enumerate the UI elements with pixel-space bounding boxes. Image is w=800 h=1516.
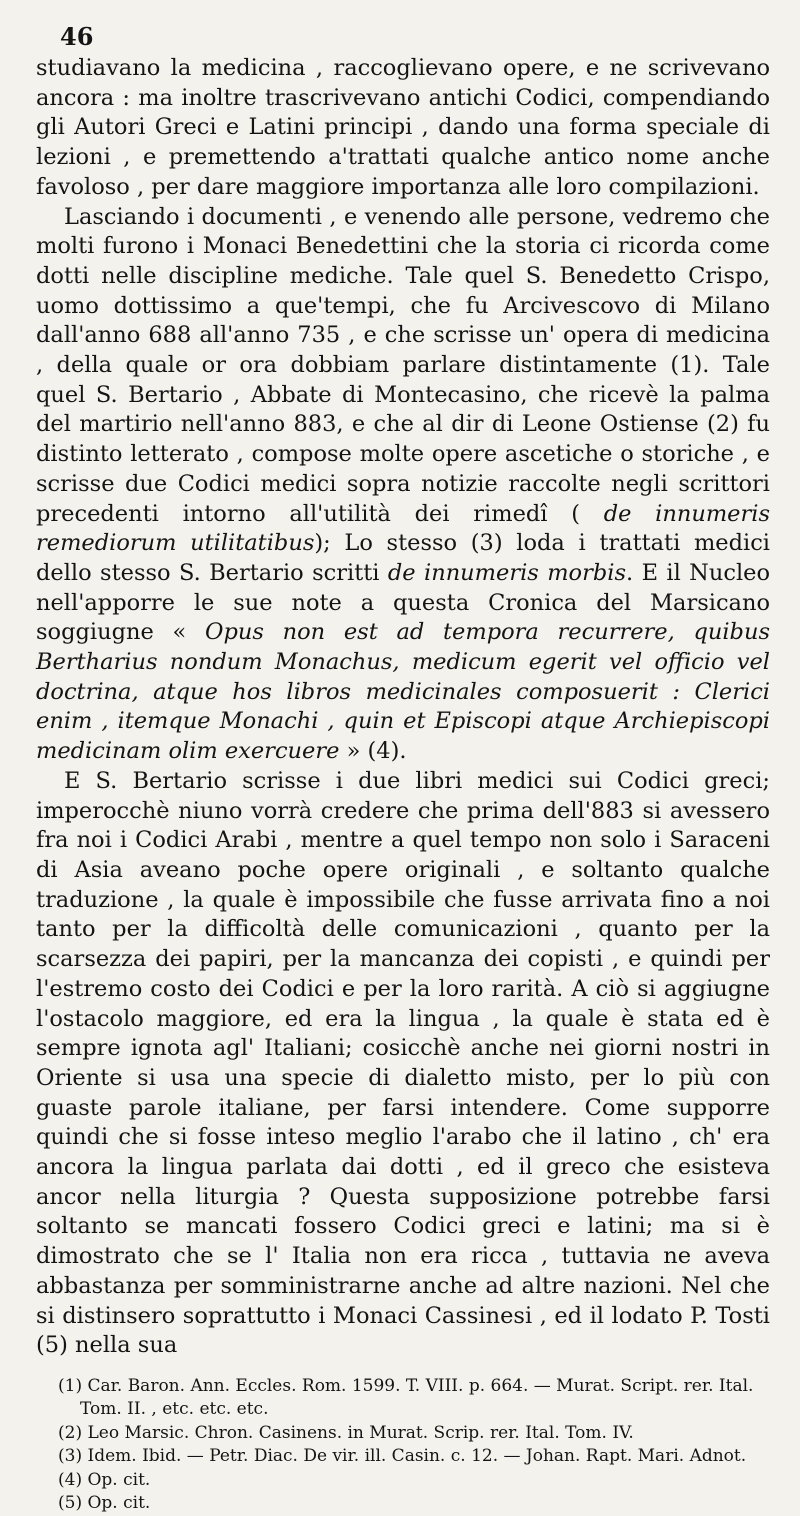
text-run: Lasciando i documenti , e venendo alle persone, vedremo che molti furono i Monaci Benedettini che la storia ci ricorda come dotti nelle discipline mediche. Tale quel S. Benedetto Crispo, uomo dottissimo a que'tempi, che fu Arcivescovo di Milano dall'anno 688 all'anno 735 , e che scrisse un' opera di medicina , della quale or ora dobbiam parlare distintamente (1). Tale quel S. Bertario , Abbate di Montecasino, che ricevè la palma del martirio nell'anno 883, e che al dir di Leone Ostiense (2) fu distinto letterato , compose molte opere ascetiche o storiche , e scrisse due Codici medici sopra notizie raccolte negli scrittori precedenti intorno all'utilità dei rimedî ( [36, 203, 770, 527]
italic-text: Opus non est ad tempora recurrere, quibus Bertharius nondum Monachus, medicum egerit vel officio vel doctrina, atque hos libros medicinales composuerit : Clerici enim , itemque Monachi , quin et Episcopi atque Archiepiscopi medicinam olim exercuere [36, 619, 770, 765]
text-run: . E il Nucleo nell'apporre le sue note a questa Cronica del Marsicano soggiugne « [36, 559, 771, 646]
italic-text: de innumeris morbis [387, 559, 627, 586]
italic-text: de innumeris remediorum utilitatibus [36, 500, 770, 557]
paragraph [36, 54, 770, 203]
text-run: studiavano la medicina , raccoglievano opere, e ne scrivevano ancora : ma inoltre trascrivevano antichi Codici, compendiando gli Autori Greci e Latini principi , dando una forma speciale di lezioni , e premettendo a'trattati qualche antico nome anche favoloso , per dare maggiore importanza alle loro compilazioni. [36, 55, 770, 200]
body-text [36, 54, 770, 1361]
text-run: ); Lo stesso (3) loda i trattati medici dello stesso S. Bertario scritti [36, 530, 771, 586]
footnotes [36, 1375, 770, 1516]
footnote: (5) Op. cit. [58, 1493, 151, 1514]
footnote: (3) Idem. Ibid. — Petr. Diac. De vir. ill. Casin. c. 12. — Johan. Rapt. Mari. Adnot. [58, 1446, 747, 1467]
footnote: (1) Car. Baron. Ann. Eccles. Rom. 1599. T. VIII. p. 664. — Murat. Script. rer. Ital. Tom. II. , etc. etc. etc. [58, 1375, 754, 1420]
text-run: E S. Bertario scrisse i due libri medici sui Codici greci; imperocchè niuno vorrà credere che prima dell'883 si avessero fra noi i Codici Arabi , mentre a quel tempo non solo i Saraceni di Asia aveano poche opere originali , e soltanto qualche traduzione , la quale è impossibile che fusse arrivata fino a noi tanto per la difficoltà delle comunicazioni , quanto per la scarsezza dei papiri, per la mancanza dei copisti , e quindi per l'estremo costo dei Codici e per la loro rarità. A ciò si aggiugne l'ostacolo maggiore, ed era la lingua , la quale è stata ed è sempre ignota agl' Italiani; cosicchè anche nei giorni nostri in Oriente si usa una specie di dialetto misto, per lo più con guaste parole italiane, per farsi intendere. Come supporre quindi che si fosse inteso meglio l'arabo che il latino , ch' era ancora la lingua parlata dai dotti , ed il greco che esisteva ancor nella liturgia ? Questa supposizione potrebbe farsi soltanto se mancati fossero Codici greci e latini; ma si è dimostrato che se l' Italia non era ricca , tuttavia ne aveva abbastanza per somministrarne anche ad altre nazioni. Nel che si distinsero soprattutto i Monaci Cassinesi , ed il lodato P. Tosti (5) nella sua [36, 767, 770, 1359]
footnote: (4) Op. cit. [58, 1469, 151, 1490]
footnote: (2) Leo Marsic. Chron. Casinens. in Murat. Scrip. rer. Ital. Tom. IV. [58, 1422, 634, 1443]
text-run: » (4). [339, 738, 407, 765]
paragraph [36, 203, 770, 767]
page-number: 46 [60, 22, 94, 51]
paragraph [36, 767, 770, 1361]
